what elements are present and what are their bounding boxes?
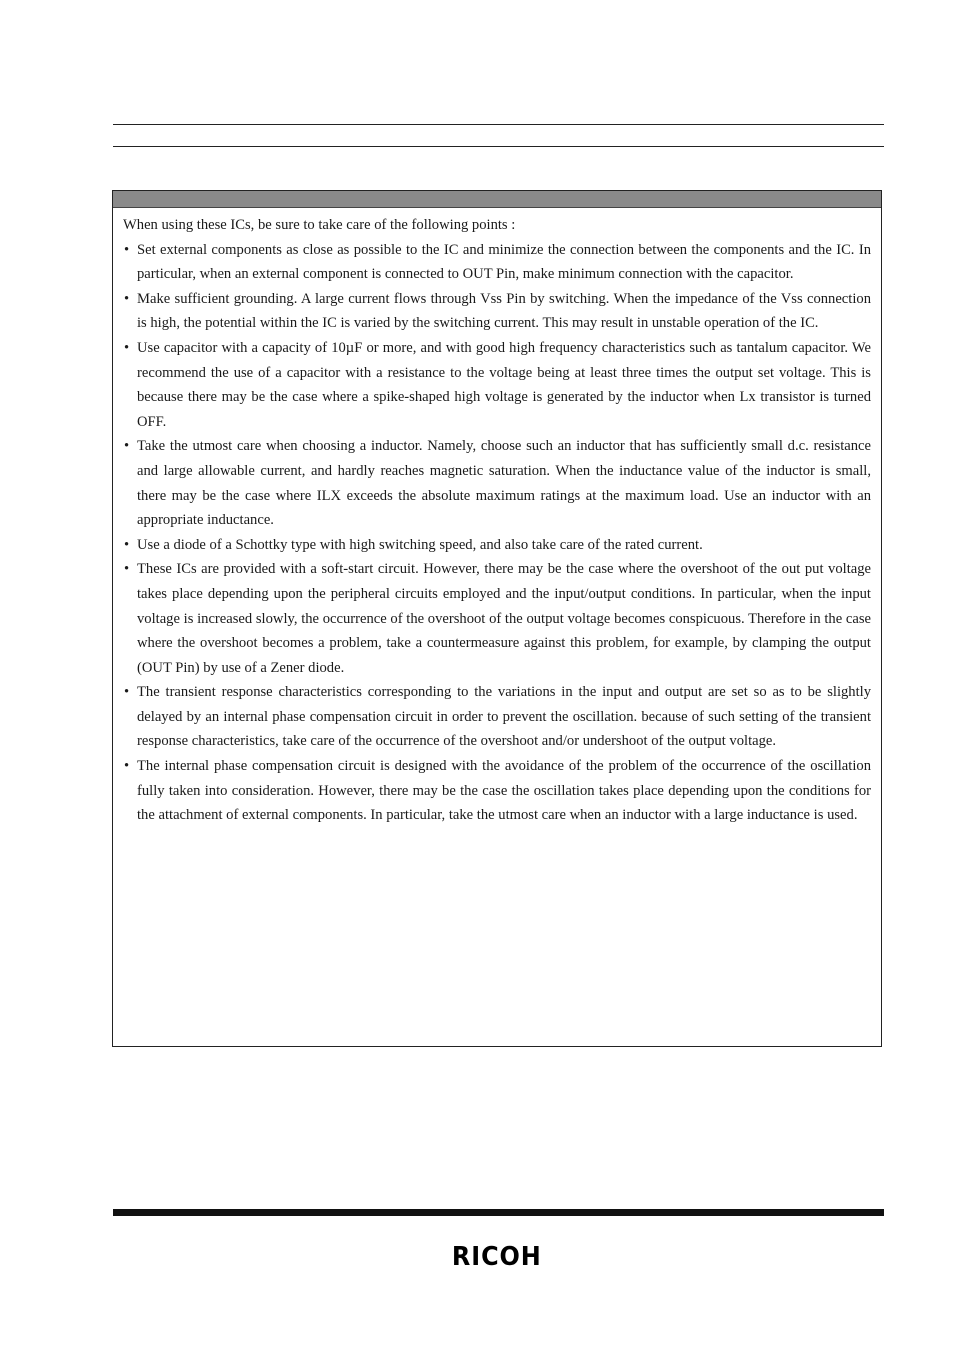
usage-notes-box [112,190,882,1047]
usage-note-text: Use a diode of a Schottky type with high switching speed, and also take care of the rated current. [137,536,703,553]
ricoh-logo-text: RICOH [452,1242,542,1272]
usage-note-text: Take the utmost care when choosing a inductor. Namely, choose such an inductor that has sufficiently small d.c. resistance and large allowable current, and hardly reaches magnetic saturation. When the inductance value of the inductor is small, there may be the case where ILX exceeds the absolute maximum ratings at the maximum load. Use an inductor with an appropriate inductance. [137,438,871,529]
footer-rule [113,1209,884,1216]
usage-notes-body [123,213,871,828]
ricoh-logo [447,1243,547,1271]
usage-note-text: The internal phase compensation circuit is designed with the avoidance of the problem of the occurrence of the oscillation fully taken into consideration. However, there may be the case the oscillation takes place depending upon the conditions for the attachment of external components. In particular, take the utmost care when an inductor with a large inductance is used. [137,758,871,824]
usage-note-item [123,533,871,558]
bullet-icon: • [124,241,130,258]
bullet-icon: • [124,438,130,455]
usage-note-item [123,287,871,336]
usage-notes-list [123,238,871,828]
usage-notes-header-bar [113,191,881,208]
bullet-icon: • [124,536,130,553]
usage-note-item [123,680,871,754]
usage-note-item [123,238,871,287]
header-rule-top [113,124,884,125]
bullet-icon: • [124,758,130,775]
usage-note-text: Use capacitor with a capacity of 10µF or more, and with good high frequency characteristics such as tantalum capacitor. We recommend the use of a capacitor with a resistance to the voltage being at least three times the output set voltage. This is because there may be the case where a spike-shaped high voltage is generated by the inductor when Lx transistor is turned OFF. [137,339,871,430]
usage-notes-intro: When using these ICs, be sure to take care of the following points : [123,217,516,233]
bullet-icon: • [124,339,130,356]
usage-note-item [123,434,871,532]
bullet-icon: • [124,684,130,701]
header-rule-bottom [113,146,884,147]
bullet-icon: • [124,561,130,578]
usage-note-text: Make sufficient grounding. A large current flows through Vss Pin by switching. When the impedance of the Vss connection is high, the potential within the IC is varied by the switching current. This may result in unstable operation of the IC. [137,290,871,332]
usage-note-item [123,336,871,434]
usage-note-text: Set external components as close as possible to the IC and minimize the connection between the components and the IC. In particular, when an external component is connected to OUT Pin, make minimum connection with the capacitor. [137,241,871,283]
bullet-icon: • [124,290,130,307]
usage-note-item [123,754,871,828]
usage-note-item [123,557,871,680]
usage-note-text: These ICs are provided with a soft-start circuit. However, there may be the case where the overshoot of the out put voltage takes place depending upon the peripheral circuits employed and the input/output conditions. In particular, when the input voltage is increased slowly, the occurrence of the overshoot of the output voltage becomes conspicuous. Therefore in the case where the overshoot becomes a problem, take a countermeasure against this problem, for example, by clamping the output (OUT Pin) by use of a Zener diode. [137,561,871,676]
usage-note-text: The transient response characteristics corresponding to the variations in the input and output are set so as to be slightly delayed by an internal phase compensation circuit in order to prevent the oscillation. because of such setting of the transient response characteristics, take care of the occurrence of the overshoot and/or undershoot of the output voltage. [137,684,871,750]
